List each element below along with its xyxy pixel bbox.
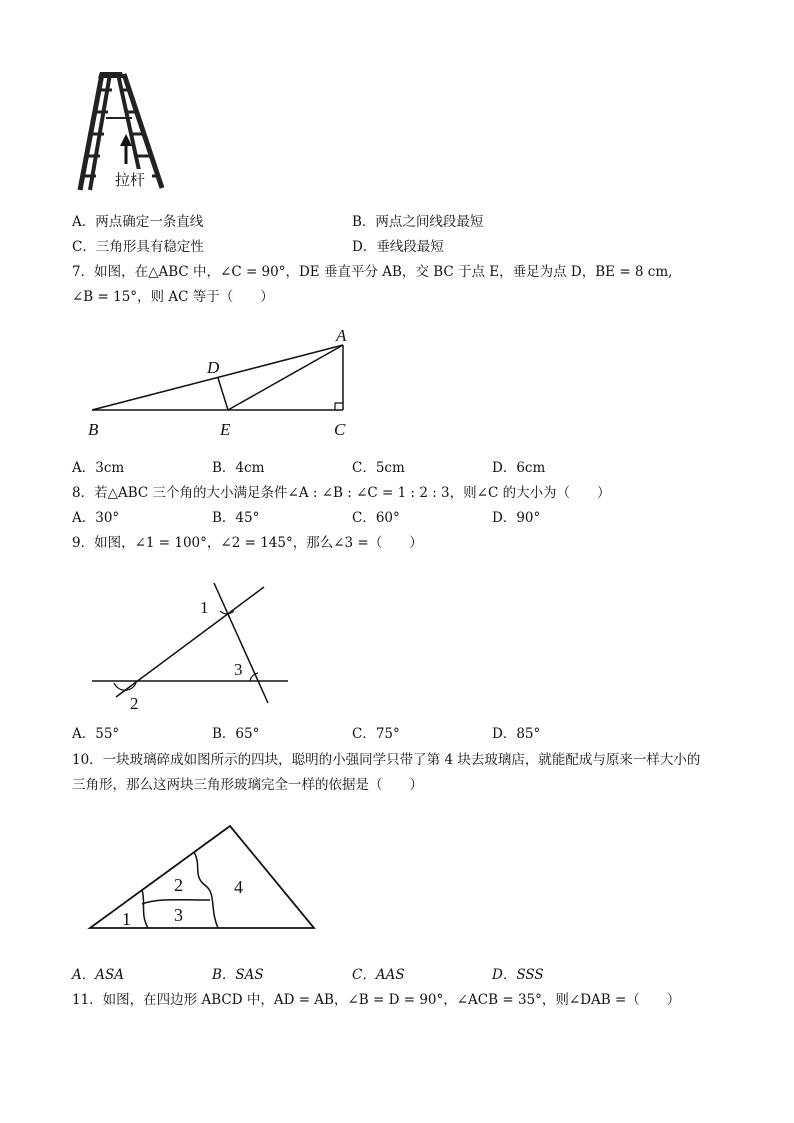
q10-option-b[interactable]: B．SAS	[212, 967, 264, 983]
q7-label-c: C	[334, 420, 346, 439]
q10-option-a[interactable]: A．ASA	[72, 967, 124, 983]
q10-piece-3-label: 3	[174, 905, 183, 925]
q7-label-d: D	[207, 358, 220, 377]
q7-triangle-figure	[80, 325, 370, 445]
ladder-figure	[72, 68, 182, 194]
q8-option-b[interactable]: B．45°	[212, 510, 260, 526]
q10-piece-1-label: 1	[122, 909, 131, 929]
q9-option-b[interactable]: B．65°	[212, 726, 260, 742]
q8-question: 8．若△ABC 三个角的大小满足条件∠A : ∠B : ∠C = 1 : 2 : 3，则∠C 的大小为（ ）	[72, 485, 611, 501]
q10-option-c[interactable]: C．AAS	[352, 967, 405, 983]
q10-piece-2-label: 2	[174, 875, 183, 895]
q10-question-line1: 10．一块玻璃碎成如图所示的四块，聪明的小强同学只带了第 4 块去玻璃店，就能配成与原来一样大小的	[72, 752, 701, 768]
ladder-label: 拉杆	[114, 173, 146, 189]
q7-label-e: E	[220, 420, 231, 439]
q9-option-c[interactable]: C．75°	[352, 726, 400, 742]
q9-option-d[interactable]: D．85°	[492, 726, 541, 742]
q7-label-a: A	[336, 326, 347, 345]
q10-question-line2: 三角形，那么这两块三角形玻璃完全一样的依据是（ ）	[72, 777, 423, 793]
q10-piece-4-label: 4	[234, 877, 243, 897]
q6-option-d[interactable]: D．垂线段最短	[352, 239, 444, 255]
q9-question: 9．如图，∠1 = 100°，∠2 = 145°，那么∠3 =（ ）	[72, 535, 423, 551]
q9-lines-figure	[88, 575, 298, 715]
q7-question-line2: ∠B = 15°，则 AC 等于（ ）	[72, 289, 274, 305]
q6-option-a[interactable]: A．两点确定一条直线	[72, 214, 204, 230]
q9-angle-3-label: 3	[234, 660, 243, 679]
q8-option-a[interactable]: A．30°	[72, 510, 120, 526]
q9-angle-1-label: 1	[200, 598, 209, 617]
q8-option-c[interactable]: C．60°	[352, 510, 400, 526]
q10-option-d[interactable]: D．SSS	[492, 967, 544, 983]
q10-glass-figure	[84, 818, 324, 938]
q6-option-c[interactable]: C．三角形具有稳定性	[72, 239, 204, 255]
q7-option-c[interactable]: C．5cm	[352, 460, 405, 476]
q7-option-d[interactable]: D．6cm	[492, 460, 546, 476]
q7-label-b: B	[88, 420, 99, 439]
q7-option-a[interactable]: A．3cm	[72, 460, 125, 476]
q6-option-b[interactable]: B．两点之间线段最短	[352, 214, 484, 230]
q11-question: 11．如图，在四边形 ABCD 中，AD = AB，∠B = D = 90°，∠ACB = 35°，则∠DAB =（ ）	[72, 992, 681, 1008]
q7-option-b[interactable]: B．4cm	[212, 460, 265, 476]
q9-angle-2-label: 2	[130, 694, 139, 713]
q7-question-line1: 7．如图，在△ABC 中，∠C = 90°，DE 垂直平分 AB，交 BC 于点 E，垂足为点 D，BE = 8 cm,	[72, 264, 673, 280]
q8-option-d[interactable]: D．90°	[492, 510, 541, 526]
q9-option-a[interactable]: A．55°	[72, 726, 120, 742]
